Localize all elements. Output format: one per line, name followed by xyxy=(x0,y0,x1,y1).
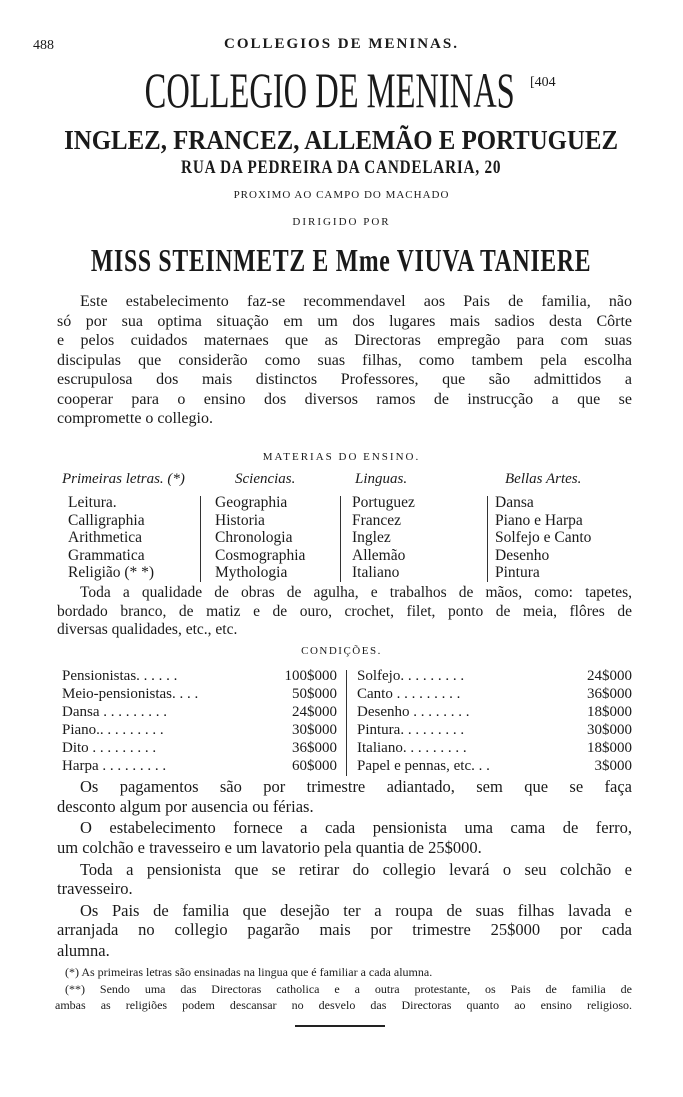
condition-price: 18$000 xyxy=(587,740,632,756)
end-rule xyxy=(295,1025,385,1027)
page-title xyxy=(0,62,660,118)
condition-label: Papel e pennas, etc. . . xyxy=(357,758,490,774)
text-line: Os pagamentos são por trimestre adiantado, sem que se faça xyxy=(80,777,632,796)
column-header: Sciencias. xyxy=(235,471,296,487)
text-line: compromette o collegio. xyxy=(57,410,213,427)
subject-item: Chronologia xyxy=(215,529,293,546)
subject-item: Solfejo e Canto xyxy=(495,529,592,546)
subjects-heading: MATERIAS DO ENSINO. xyxy=(262,451,421,463)
condition-label: Dito . . . . . . . . . xyxy=(62,740,157,756)
subject-item: Arithmetica xyxy=(68,529,143,546)
condition-label: Harpa . . . . . . . . . xyxy=(62,758,167,774)
text-line: Toda a pensionista que se retirar do collegio levará o seu colchão e xyxy=(80,860,632,879)
page-number: 488 xyxy=(33,38,54,53)
text-line: Os Pais de familia que desejão ter a roupa de suas filhas lavada e xyxy=(80,901,632,920)
text-line: Toda a qualidade de obras de agulha, e trabalhos de mãos, como: tapetes, xyxy=(80,584,632,601)
column-header: Primeiras letras. (*) xyxy=(62,471,185,487)
text-line: travesseiro. xyxy=(57,879,133,898)
address-text: RUA DA PEDREIRA DA CANDELARIA, 20 xyxy=(181,157,502,178)
subject-item: Calligraphia xyxy=(68,511,145,529)
subject-item: Religião (* *) xyxy=(68,564,155,581)
subject-item: Leitura. xyxy=(68,494,117,511)
condition-price: 30$000 xyxy=(292,722,337,738)
subject-item: Piano e Harpa xyxy=(495,511,583,529)
page-title-text: COLLEGIO DE MENINAS xyxy=(144,62,516,118)
text-line: Este estabelecimento faz-se recommendavel aos Pais de familia, não xyxy=(80,293,632,310)
condition-label: Italiano. . . . . . . . . xyxy=(357,740,467,756)
text-line: arranjada no collegio pagarão mais por trimestre 25$000 por cada xyxy=(57,920,632,939)
condition-label: Desenho . . . . . . . . xyxy=(357,704,470,720)
column-header: Bellas Artes. xyxy=(505,471,582,487)
running-title: COLLEGIOS DE MENINAS. xyxy=(224,36,459,52)
table-divider xyxy=(346,670,347,776)
text-line: um colchão e travesseiro e um lavatorio pela quantia de 25$000. xyxy=(57,838,482,857)
text-line: cooperar para o ensino dos diversos ramos de instrucção a que se xyxy=(57,390,632,408)
condition-label: Pensionistas. . . . . . xyxy=(62,668,178,684)
subtitle-text: INGLEZ, FRANCEZ, ALLEMÃO E PORTUGUEZ xyxy=(64,125,619,155)
footnote: ambas as religiões podem descansar no desvelo das Directoras quanto ao ensino religioso. xyxy=(55,998,632,1012)
column-divider xyxy=(340,496,341,582)
directed-by: DIRIGIDO POR xyxy=(292,216,391,228)
condition-price: 24$000 xyxy=(292,704,337,720)
conditions-heading: CONDIÇÕES. xyxy=(301,645,382,657)
subject-item: Italiano xyxy=(352,564,400,581)
subject-item: Dansa xyxy=(495,494,534,511)
near-location: PROXIMO AO CAMPO DO MACHADO xyxy=(233,189,450,201)
directors-text: MISS STEINMETZ E Mme VIUVA TANIERE xyxy=(91,242,592,278)
condition-label: Canto . . . . . . . . . xyxy=(357,686,461,702)
text-line: alumna. xyxy=(57,941,110,960)
condition-label: Solfejo. . . . . . . . . xyxy=(357,668,465,684)
condition-price: 30$000 xyxy=(587,722,632,738)
subject-item: Inglez xyxy=(352,529,391,546)
directors xyxy=(0,243,683,277)
condition-label: Dansa . . . . . . . . . xyxy=(62,704,167,720)
text-line: só por sua optima situação em um dos lugares mais sadios desta Côrte xyxy=(57,312,632,330)
subject-item: Historia xyxy=(215,511,265,529)
subject-item: Cosmographia xyxy=(215,546,306,564)
condition-price: 24$000 xyxy=(587,668,632,684)
condition-price: 50$000 xyxy=(292,686,337,702)
footnote: (*) As primeiras letras são ensinadas na lingua que é familiar a cada alumna. xyxy=(65,965,433,979)
address xyxy=(0,158,683,178)
text-line: escrupulosa dos mais distinctos Professores, que são admittidos a xyxy=(57,371,632,388)
subject-item: Allemão xyxy=(352,546,406,564)
subject-item: Geographia xyxy=(215,494,288,511)
condition-label: Piano.. . . . . . . . . xyxy=(62,722,164,738)
footnote: (**) Sendo uma das Directoras catholica e a outra protestante, os Pais de familia de xyxy=(65,981,632,996)
condition-price: 36$000 xyxy=(292,740,337,756)
subtitle xyxy=(0,127,683,154)
subject-item: Mythologia xyxy=(215,564,288,581)
subject-item: Portuguez xyxy=(352,494,415,511)
subject-item: Pintura xyxy=(495,564,540,581)
text-line: desconto algum por ausencia ou férias. xyxy=(57,797,314,816)
text-line: e pelos cuidados maternaes que as Directoras empregão para com suas xyxy=(57,332,632,349)
subject-item: Desenho xyxy=(495,546,550,564)
condition-price: 3$000 xyxy=(594,758,632,774)
condition-label: Pintura. . . . . . . . . xyxy=(357,722,465,738)
condition-price: 60$000 xyxy=(292,758,337,774)
condition-price: 18$000 xyxy=(587,704,632,720)
column-divider xyxy=(200,496,201,582)
column-header: Linguas. xyxy=(355,471,408,487)
subject-item: Francez xyxy=(352,511,402,529)
text-line: bordado branco, de matiz e de ouro, crochet, filet, ponto de meia, flôres de xyxy=(57,602,632,620)
text-line: discipulas que considerão como suas filhas, como tambem pela escolha xyxy=(57,351,632,369)
condition-price: 100$000 xyxy=(284,668,337,684)
margin-reference: [404 xyxy=(530,75,556,90)
column-divider xyxy=(487,496,488,582)
condition-price: 36$000 xyxy=(587,686,632,702)
text-line: diversas qualidades, etc., etc. xyxy=(57,621,238,638)
text-line: O estabelecimento fornece a cada pensionista uma cama de ferro, xyxy=(80,818,632,837)
subject-item: Grammatica xyxy=(68,546,145,564)
condition-label: Meio-pensionistas. . . . xyxy=(62,686,199,702)
